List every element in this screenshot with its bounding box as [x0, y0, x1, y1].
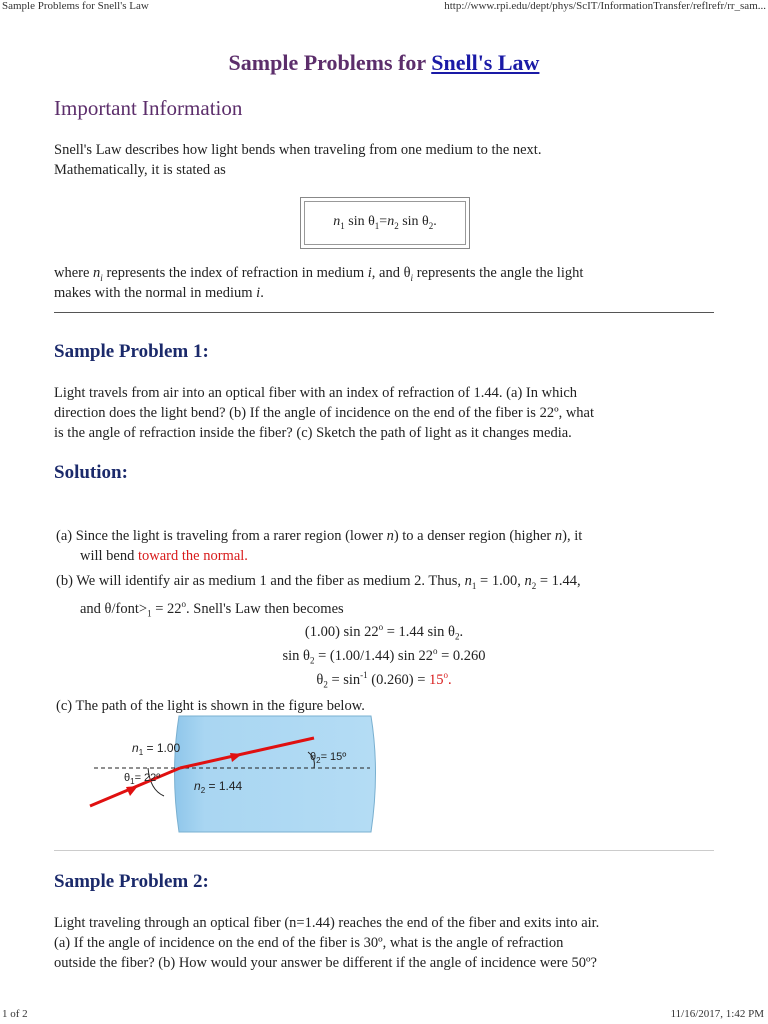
print-header — [0, 0, 768, 14]
where-line-2: makes with the normal in medium i. — [54, 285, 264, 301]
theta2-label: $\theta_2=$ 15º — [310, 751, 347, 765]
solution-b-line-1: (b) We will identify air as medium 1 and the fiber as medium 2. Thus, $n_1 = 1.00$, $n_2 = 1.44$, — [56, 573, 581, 591]
important-heading: Important Information — [54, 96, 243, 120]
section-divider-2 — [54, 850, 714, 851]
toward-normal-text: toward the normal. — [138, 548, 248, 564]
snells-law-equation-box — [300, 197, 470, 249]
problem2-heading: Sample Problem 2: — [54, 871, 209, 892]
page-title — [54, 50, 714, 76]
snells-law-equation: $n_1$ $\sin \theta_1=n_2$ $\sin \theta_2$. — [333, 214, 437, 231]
solution-c-line: (c) The path of the light is shown in the figure below. — [56, 698, 365, 714]
problem2-line-3: outside the fiber? (b) How would your answer be different if the angle of incidence were 50º? — [54, 955, 597, 971]
problem2-line-1: Light traveling through an optical fiber (n=1.44) reaches the end of the fiber and exits into air. — [54, 915, 600, 931]
intro-line-2: Mathematically, it is stated as — [54, 162, 226, 178]
footer-page-count: 1 of 2 — [2, 1008, 28, 1020]
footer-timestamp: 11/16/2017, 1:42 PM — [670, 1008, 764, 1020]
header-url: http://www.rpi.edu/dept/phys/ScIT/InformationTransfer/reflrefr/rr_sam... — [444, 0, 766, 12]
where-line-1: where $n_i$ represents the index of refraction in medium i, and $\theta_i$ represents the angle the light — [54, 265, 584, 283]
page-title-prefix: Sample Problems for — [228, 50, 432, 75]
header-page-title: Sample Problems for Snell's Law — [2, 0, 149, 12]
solution-b-line-2: and $\theta/font>_1 = 22^o$. Snell's Law then becomes — [80, 599, 344, 619]
solution-a-line-2 — [80, 546, 248, 566]
answer-15-degrees: 15$^o$. — [429, 670, 452, 688]
solution-a-line-2-pre: will bend — [80, 548, 138, 564]
intro-line-1: Snell's Law describes how light bends when traveling from one medium to the next. — [54, 142, 542, 158]
problem1-line-2: direction does the light bend? (b) If the angle of incidence on the end of the fiber is 22º, what — [54, 405, 595, 421]
refraction-figure — [84, 712, 424, 842]
section-divider — [54, 312, 714, 313]
equation-step-3: $\theta_2 = \sin^{-1} (0.260) = 15^o$. — [316, 670, 452, 690]
snells-law-link[interactable]: Snell's Law — [431, 50, 540, 75]
problem1-line-3: is the angle of refraction inside the fiber? (c) Sketch the path of light as it changes media. — [54, 425, 572, 441]
solution-heading: Solution: — [54, 462, 128, 483]
fiber-shape — [175, 716, 376, 832]
n2-label: $n_2 = 1.44$ — [194, 779, 243, 795]
theta1-label: $\theta_1=$ 22º — [124, 772, 161, 786]
problem2-line-2: (a) If the angle of incidence on the end of the fiber is 30º, what is the angle of refraction — [54, 935, 564, 951]
n1-label: $n_1 = 1.00$ — [132, 741, 181, 757]
equation-step-2: $\sin \theta_2 = (1.00/1.44)$ $\sin 22^o = 0.260$ — [282, 646, 486, 666]
print-footer — [0, 1004, 768, 1024]
problem1-heading: Sample Problem 1: — [54, 341, 209, 362]
incident-arrowhead — [126, 786, 138, 796]
solution-a-line-1: (a) Since the light is traveling from a rarer region (lower n) to a denser region (higher n), it — [56, 528, 583, 544]
equation-step-1: (1.00) $\sin 22^o = 1.44$ $\sin \theta_2$. — [304, 622, 464, 642]
problem1-line-1: Light travels from air into an optical fiber with an index of refraction of 1.44. (a) In which — [54, 385, 578, 401]
